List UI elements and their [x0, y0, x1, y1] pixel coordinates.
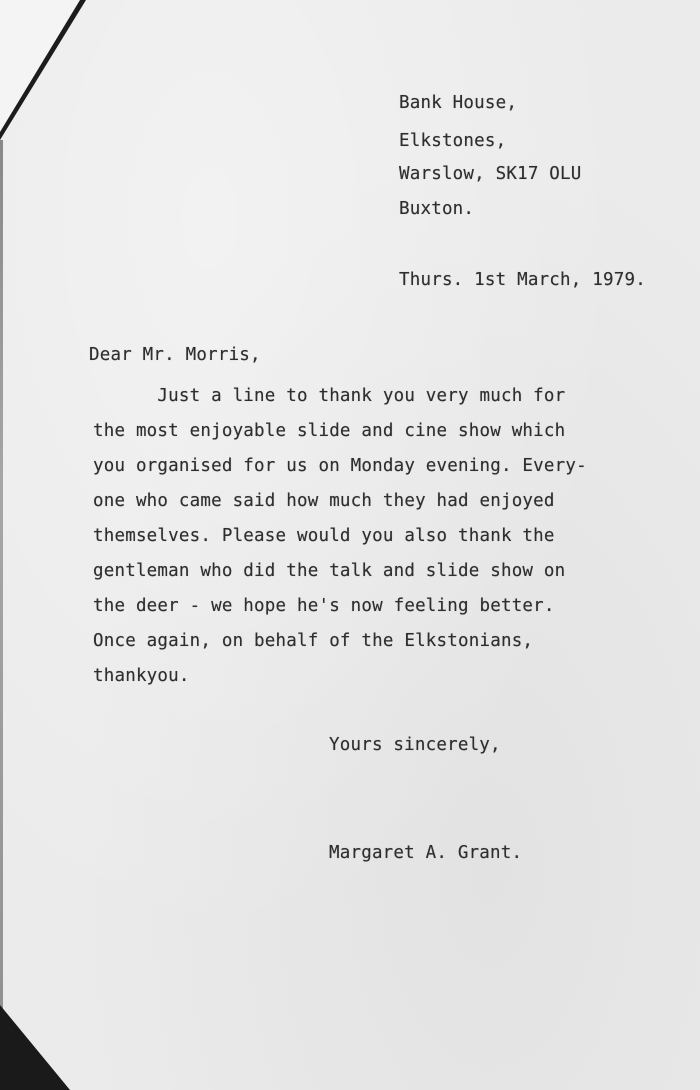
letter-date: Thurs. 1st March, 1979.: [399, 270, 646, 290]
body-line: one who came said how much they had enjoyed: [93, 491, 555, 511]
address-line: Bank House,: [399, 93, 518, 113]
salutation: Dear Mr. Morris,: [89, 345, 261, 365]
folded-corner: [0, 0, 80, 132]
body-line: the most enjoyable slide and cine show which: [93, 421, 566, 441]
address-line: Buxton.: [399, 199, 475, 219]
scan-edge-left: [0, 140, 3, 1020]
closing: Yours sincerely,: [329, 735, 501, 755]
signature: Margaret A. Grant.: [329, 843, 523, 863]
address-line: Warslow, SK17 OLU: [399, 164, 582, 184]
body-line: Once again, on behalf of the Elkstonians,: [93, 631, 534, 651]
body-line: you organised for us on Monday evening. Every-: [93, 456, 587, 476]
scan-corner-bottom-left: [0, 1005, 70, 1090]
body-line: gentleman who did the talk and slide show on: [93, 561, 566, 581]
body-line: themselves. Please would you also thank the: [93, 526, 555, 546]
address-line: Elkstones,: [399, 131, 507, 151]
body-line: Just a line to thank you very much for: [93, 386, 566, 406]
body-line: thankyou.: [93, 666, 190, 686]
body-line: the deer - we hope he's now feeling better.: [93, 596, 555, 616]
